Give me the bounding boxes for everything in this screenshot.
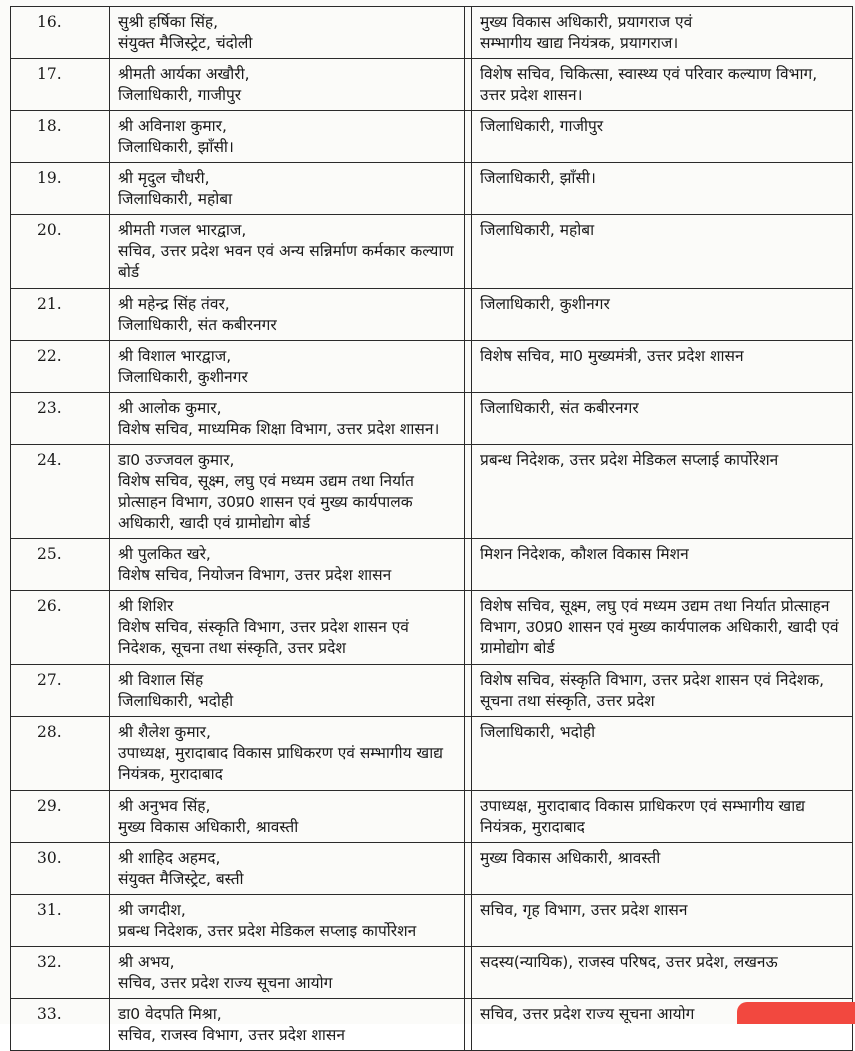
table-row: [11, 59, 853, 111]
table-row: [11, 591, 853, 665]
officer-current-posting: [110, 393, 465, 445]
transfer-list-table: [10, 6, 853, 1051]
serial-number: 26.: [11, 591, 110, 665]
officer-current-posting: [110, 59, 465, 111]
column-gap: [465, 947, 472, 999]
officer-current-posting: [110, 791, 465, 843]
column-gap: [465, 539, 472, 591]
new-post-line-1: सदस्य(न्यायिक), राजस्व परिषद, उत्तर प्रदेश, लखनऊ: [480, 953, 778, 971]
table-row: [11, 393, 853, 445]
new-posting: [472, 445, 853, 539]
column-gap: [465, 843, 472, 895]
new-post-line-1: जिलाधिकारी, संत कबीरनगर: [480, 399, 639, 417]
column-gap: [465, 895, 472, 947]
officer-name: श्री शैलेश कुमार,: [118, 723, 211, 741]
officer-name: श्री मृदुल चौधरी,: [118, 169, 210, 187]
column-gap: [465, 445, 472, 539]
column-gap: [465, 215, 472, 289]
new-post-line-1: उपाध्यक्ष, मुरादाबाद विकास प्राधिकरण एवं सम्भागीय खाद्य नियंत्रक, मुरादाबाद: [480, 797, 805, 836]
column-gap: [465, 59, 472, 111]
new-posting: [472, 843, 853, 895]
officer-name: श्री आलोक कुमार,: [118, 399, 222, 417]
table-row: [11, 665, 853, 717]
new-posting: [472, 717, 853, 791]
current-post: विशेष सचिव, नियोजन विभाग, उत्तर प्रदेश शासन: [118, 566, 392, 584]
column-gap: [465, 717, 472, 791]
new-post-line-1: विशेष सचिव, सूक्ष्म, लघु एवं मध्यम उद्यम तथा निर्यात प्रोत्साहन विभाग, उ0प्र0 शासन एवं मुख्य कार्यपालक अधिकारी, खादी एवं ग्रामोद्योग बोर्ड: [480, 597, 839, 657]
officer-current-posting: [110, 717, 465, 791]
current-post: जिलाधिकारी, गाजीपुर: [118, 86, 242, 104]
officer-name: श्री शिशिर: [118, 597, 174, 615]
column-gap: [465, 999, 472, 1051]
current-post: सचिव, उत्तर प्रदेश राज्य सूचना आयोग: [118, 974, 333, 992]
new-post-line-2: सम्भागीय खाद्य नियंत्रक, प्रयागराज।: [480, 34, 679, 52]
officer-current-posting: [110, 591, 465, 665]
serial-number: 33.: [11, 999, 110, 1051]
serial-number: 32.: [11, 947, 110, 999]
new-posting: [472, 289, 853, 341]
table-row: [11, 341, 853, 393]
table-row: [11, 215, 853, 289]
officer-name: श्री विशाल सिंह: [118, 671, 204, 689]
new-posting: [472, 341, 853, 393]
new-post-line-1: सचिव, उत्तर प्रदेश राज्य सूचना आयोग: [480, 1005, 695, 1023]
officer-current-posting: [110, 895, 465, 947]
officer-name: श्री अनुभव सिंह,: [118, 797, 211, 815]
current-post: विशेष सचिव, सूक्ष्म, लघु एवं मध्यम उद्यम तथा निर्यात प्रोत्साहन विभाग, उ0प्र0 शासन एवं मुख्य कार्यपालक अधिकारी, खादी एवं ग्रामोद्योग बोर्ड: [118, 472, 414, 532]
officer-name: श्री पुलकित खरे,: [118, 545, 211, 563]
column-gap: [465, 591, 472, 665]
column-gap: [465, 7, 472, 59]
new-post-line-1: मुख्य विकास अधिकारी, प्रयागराज एवं: [480, 13, 693, 31]
new-posting: [472, 591, 853, 665]
new-posting: [472, 111, 853, 163]
current-post: प्रबन्ध निदेशक, उत्तर प्रदेश मेडिकल सप्लाइ कार्पोरेशन: [118, 922, 417, 940]
serial-number: 29.: [11, 791, 110, 843]
officer-current-posting: [110, 289, 465, 341]
current-post: जिलाधिकारी, झाँसी।: [118, 138, 234, 156]
new-post-line-1: प्रबन्ध निदेशक, उत्तर प्रदेश मेडिकल सप्लाई कार्पोरेशन: [480, 451, 779, 469]
column-gap: [465, 111, 472, 163]
current-post: विशेष सचिव, माध्यमिक शिक्षा विभाग, उत्तर प्रदेश शासन।: [118, 420, 440, 438]
column-gap: [465, 791, 472, 843]
serial-number: 23.: [11, 393, 110, 445]
new-post-line-2: उत्तर प्रदेश शासन।: [480, 86, 583, 104]
table-row: [11, 947, 853, 999]
officer-name: श्री महेन्द्र सिंह तंवर,: [118, 295, 230, 313]
current-post: जिलाधिकारी, कुशीनगर: [118, 368, 248, 386]
officer-current-posting: [110, 215, 465, 289]
officer-current-posting: [110, 7, 465, 59]
serial-number: 20.: [11, 215, 110, 289]
table-row: [11, 717, 853, 791]
new-post-line-1: विशेष सचिव, मा0 मुख्यमंत्री, उत्तर प्रदेश शासन: [480, 347, 744, 365]
new-post-line-1: जिलाधिकारी, झाँसी।: [480, 169, 596, 187]
officer-name: श्री अभय,: [118, 953, 175, 971]
new-posting: [472, 215, 853, 289]
current-post: संयुक्त मैजिस्ट्रेट, बस्ती: [118, 870, 244, 888]
new-posting: [472, 665, 853, 717]
officer-current-posting: [110, 163, 465, 215]
table-row: [11, 999, 853, 1051]
serial-number: 22.: [11, 341, 110, 393]
current-post: सचिव, उत्तर प्रदेश भवन एवं अन्य सन्निर्माण कर्मकार कल्याण बोर्ड: [118, 242, 454, 281]
officer-name: सुश्री हर्षिका सिंह,: [118, 13, 219, 31]
serial-number: 16.: [11, 7, 110, 59]
new-post-line-1: विशेष सचिव, चिकित्सा, स्वास्थ्य एवं परिवार कल्याण विभाग,: [480, 65, 818, 83]
new-post-line-1: विशेष सचिव, संस्कृति विभाग, उत्तर प्रदेश शासन एवं निदेशक, सूचना तथा संस्कृति, उत्तर प्रदेश: [480, 671, 825, 710]
new-post-line-1: मुख्य विकास अधिकारी, श्रावस्ती: [480, 849, 661, 867]
table-row: [11, 163, 853, 215]
current-post: संयुक्त मैजिस्ट्रेट, चंदोली: [118, 34, 253, 52]
new-post-line-1: जिलाधिकारी, भदोही: [480, 723, 596, 741]
new-post-line-1: जिलाधिकारी, कुशीनगर: [480, 295, 610, 313]
officer-current-posting: [110, 111, 465, 163]
table-row: [11, 791, 853, 843]
table-row: [11, 111, 853, 163]
current-post: जिलाधिकारी, महोबा: [118, 190, 233, 208]
officer-name: डा0 वेदपति मिश्रा,: [118, 1005, 222, 1023]
new-posting: [472, 393, 853, 445]
current-post: सचिव, राजस्व विभाग, उत्तर प्रदेश शासन: [118, 1026, 345, 1044]
serial-number: 30.: [11, 843, 110, 895]
new-posting: [472, 7, 853, 59]
table-body: [11, 7, 853, 1051]
current-post: जिलाधिकारी, भदोही: [118, 692, 234, 710]
serial-number: 21.: [11, 289, 110, 341]
table-row: [11, 445, 853, 539]
serial-number: 24.: [11, 445, 110, 539]
new-posting: [472, 791, 853, 843]
new-posting: [472, 895, 853, 947]
table-row: [11, 7, 853, 59]
serial-number: 25.: [11, 539, 110, 591]
officer-name: श्रीमती गजल भारद्वाज,: [118, 221, 247, 239]
current-post: उपाध्यक्ष, मुरादाबाद विकास प्राधिकरण एवं सम्भागीय खाद्य नियंत्रक, मुरादाबाद: [118, 744, 443, 783]
officer-name: श्री विशाल भारद्वाज,: [118, 347, 232, 365]
officer-current-posting: [110, 947, 465, 999]
officer-name: डा0 उज्जवल कुमार,: [118, 451, 235, 469]
officer-name: श्रीमती आर्यका अखौरी,: [118, 65, 250, 83]
officer-current-posting: [110, 665, 465, 717]
table-row: [11, 895, 853, 947]
column-gap: [465, 341, 472, 393]
officer-name: श्री शाहिद अहमद,: [118, 849, 221, 867]
serial-number: 18.: [11, 111, 110, 163]
column-gap: [465, 163, 472, 215]
serial-number: 31.: [11, 895, 110, 947]
new-posting: [472, 539, 853, 591]
serial-number: 17.: [11, 59, 110, 111]
new-posting: [472, 59, 853, 111]
table-row: [11, 539, 853, 591]
new-post-line-1: सचिव, गृह विभाग, उत्तर प्रदेश शासन: [480, 901, 688, 919]
serial-number: 19.: [11, 163, 110, 215]
current-post: विशेष सचिव, संस्कृति विभाग, उत्तर प्रदेश शासन एवं निदेशक, सूचना तथा संस्कृति, उत्तर प्रदेश: [118, 618, 409, 657]
table-row: [11, 289, 853, 341]
officer-current-posting: [110, 539, 465, 591]
column-gap: [465, 393, 472, 445]
serial-number: 28.: [11, 717, 110, 791]
officer-name: श्री अविनाश कुमार,: [118, 117, 227, 135]
table-row: [11, 843, 853, 895]
column-gap: [465, 665, 472, 717]
officer-name: श्री जगदीश,: [118, 901, 186, 919]
current-post: मुख्य विकास अधिकारी, श्रावस्ती: [118, 818, 299, 836]
red-corner-badge: [737, 1002, 855, 1024]
officer-current-posting: [110, 843, 465, 895]
new-post-line-1: जिलाधिकारी, गाजीपुर: [480, 117, 604, 135]
officer-current-posting: [110, 341, 465, 393]
new-posting: [472, 163, 853, 215]
current-post: जिलाधिकारी, संत कबीरनगर: [118, 316, 277, 334]
serial-number: 27.: [11, 665, 110, 717]
column-gap: [465, 289, 472, 341]
officer-current-posting: [110, 999, 465, 1051]
new-post-line-1: मिशन निदेशक, कौशल विकास मिशन: [480, 545, 689, 563]
officer-current-posting: [110, 445, 465, 539]
new-posting: [472, 947, 853, 999]
new-post-line-1: जिलाधिकारी, महोबा: [480, 221, 595, 239]
